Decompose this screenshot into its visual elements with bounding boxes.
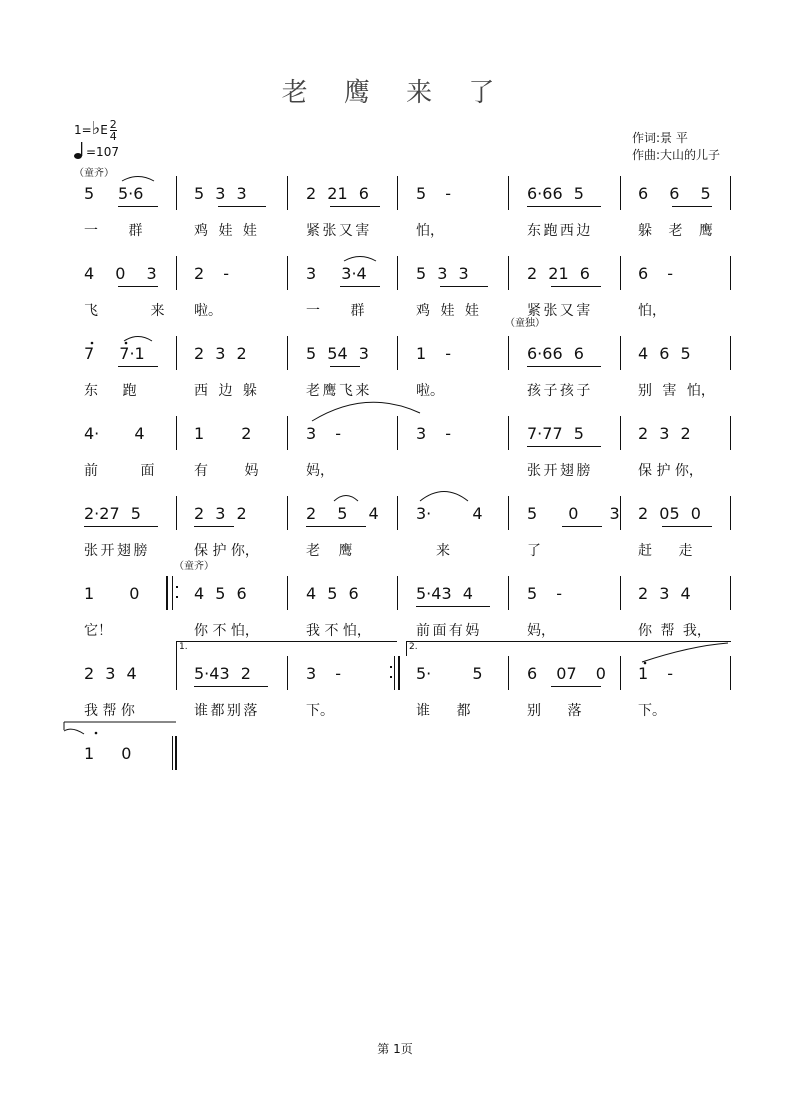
- measure-1-notes-b: 5·6: [118, 184, 144, 203]
- time-bottom: 4: [109, 130, 117, 143]
- measure-1-notes: 5: [84, 184, 95, 203]
- lyric-3: 妈，: [306, 463, 334, 479]
- measure-6-notes: 2 3 2: [638, 424, 691, 443]
- measure-2-notes: 5 3 3: [194, 184, 247, 203]
- time-top: 2: [109, 118, 117, 131]
- lyric-5: 张 开 翅 膀: [527, 463, 591, 479]
- lyric-1: 张 开 翅 膀: [84, 543, 148, 559]
- measure-5-notes: 5 -: [527, 584, 563, 603]
- composer: 作曲:大山的儿子: [632, 148, 721, 162]
- measure-5-notes: 6·66 5: [527, 184, 584, 203]
- measure-6-notes: 2 3 4: [638, 584, 691, 603]
- lyric-5: 紧 张 又 害: [527, 303, 591, 319]
- song-title: 老 鹰 来 了: [281, 78, 509, 108]
- measure-3-notes: 3 -: [306, 664, 342, 683]
- marking-chorus-2: （童齐）: [174, 561, 214, 572]
- measure-3-notes: 3 3·4: [306, 264, 367, 283]
- lyric-6: 你 帮 我，: [638, 623, 711, 639]
- measure-1-notes: 2 3 4: [84, 664, 137, 683]
- measure-4-notes: 5 -: [416, 184, 452, 203]
- measure-5-notes: 6·66 6: [527, 344, 584, 363]
- measure-4-notes: 3 -: [416, 424, 452, 443]
- marking-chorus: （童齐）: [74, 168, 114, 179]
- measure-4-notes: 3· 4: [416, 504, 483, 523]
- measure-3-notes: 4 5 6: [306, 584, 359, 603]
- lyric-6: 怕，: [638, 303, 666, 319]
- lyric-6: 下。: [638, 703, 666, 719]
- lyric-2: 你 不 怕，: [194, 623, 259, 639]
- measure-4-notes: 5· 5: [416, 664, 483, 683]
- measure-5-notes: 7·77 5: [527, 424, 584, 443]
- key-prefix: 1=: [74, 123, 92, 137]
- high-dot-row7: [644, 662, 647, 665]
- measure-3-notes: 5 54 3: [306, 344, 369, 363]
- low-dot-b: [125, 342, 128, 345]
- measure-3-notes: 2 21 6: [306, 184, 369, 203]
- flat-sign: ♭: [91, 118, 101, 139]
- lyric-1: 我 帮 你: [84, 703, 135, 719]
- measure-6-notes: 1 -: [638, 664, 674, 683]
- lyric-2: 谁 都 别 落: [194, 703, 258, 719]
- lyric-2: 啦。: [194, 303, 222, 319]
- page-number: 第 1页: [377, 1042, 413, 1056]
- lyric-1: 飞 来: [84, 303, 165, 319]
- lyric-6: 别 害 怕，: [638, 383, 715, 399]
- measure-6-notes: 4 6 5: [638, 344, 691, 363]
- measure-1-notes: 4 0 3: [84, 264, 157, 283]
- low-dot-a: [91, 342, 94, 345]
- tempo-value: =107: [86, 145, 119, 159]
- measure-1-notes: 1 0: [84, 584, 140, 603]
- measure-5-notes: 6 07 0: [527, 664, 606, 683]
- measure-6-notes: 2 05 0: [638, 504, 701, 523]
- measure-6-notes: 6 -: [638, 264, 674, 283]
- measure-1-notes: 1 0: [84, 744, 132, 763]
- lyric-3: 下。: [306, 703, 334, 719]
- measure-5-notes: 2 21 6: [527, 264, 590, 283]
- measure-6-notes: 6 6 5: [638, 184, 711, 203]
- measure-2-notes: 2 3 2: [194, 344, 247, 363]
- lyric-2: 鸡 娃 娃: [194, 223, 257, 239]
- lyric-2: 有 妈: [194, 463, 259, 479]
- volta-2-label: 2.: [409, 642, 418, 652]
- lyric-3: 我 不 怕，: [306, 623, 371, 639]
- lyric-4: 谁 都: [416, 703, 471, 719]
- lyric-6: 赶 走: [638, 543, 693, 559]
- high-dot-final: [95, 732, 98, 735]
- measure-2-notes: 1 2: [194, 424, 252, 443]
- lyricist: 作词:景 平: [632, 131, 688, 145]
- measure-2-notes: 2 3 2: [194, 504, 247, 523]
- lyric-3: 老 鹰: [306, 543, 353, 559]
- lyric-3: 一 群: [306, 303, 365, 319]
- measure-2-notes: 2 -: [194, 264, 230, 283]
- lyric-6: 躲 老 鹰: [638, 223, 713, 239]
- lyric-6: 保 护 你，: [638, 463, 703, 479]
- lyric-5: 妈，: [527, 623, 555, 639]
- lyric-4: 怕，: [416, 223, 444, 239]
- measure-2-notes: 5·43 2: [194, 664, 251, 683]
- lyric-4: 来: [436, 543, 450, 559]
- marking-solo: （童独）: [505, 318, 545, 329]
- lyric-2: 保 护 你，: [194, 543, 259, 559]
- volta-1-label: 1.: [179, 642, 188, 652]
- lyric-2: 西 边 躲: [194, 383, 257, 399]
- measure-3-notes: 3 -: [306, 424, 342, 443]
- measure-4-notes: 5·43 4: [416, 584, 473, 603]
- measure-1-notes: 7 7·1: [84, 344, 145, 363]
- lyric-5: 东 跑 西 边: [527, 223, 591, 239]
- lyric-1: 它！: [84, 623, 112, 639]
- lyric-5: 孩 子 孩 子: [527, 383, 591, 399]
- measure-4-notes: 5 3 3: [416, 264, 469, 283]
- measure-2-notes: 4 5 6: [194, 584, 247, 603]
- lyric-5: 了: [527, 543, 541, 559]
- lyric-5: 别 落: [527, 703, 582, 719]
- lyric-1: 前 面: [84, 463, 155, 479]
- lyric-1: 一 群: [84, 223, 143, 239]
- lyric-4: 前 面 有 妈: [416, 623, 480, 639]
- measure-1-notes: 2·27 5: [84, 504, 141, 523]
- key-note: E: [100, 123, 108, 137]
- lyric-1: 东 跑: [84, 383, 137, 399]
- measure-3-notes: 2 5 4: [306, 504, 379, 523]
- measure-1-notes: 4· 4: [84, 424, 145, 443]
- lyric-3: 老 鹰 飞 来: [306, 383, 370, 399]
- measure-5-notes: 5 0 3: [527, 504, 620, 523]
- lyric-4: 啦。: [416, 383, 444, 399]
- measure-4-notes: 1 -: [416, 344, 452, 363]
- lyric-4: 鸡 娃 娃: [416, 303, 479, 319]
- lyric-3: 紧 张 又 害: [306, 223, 370, 239]
